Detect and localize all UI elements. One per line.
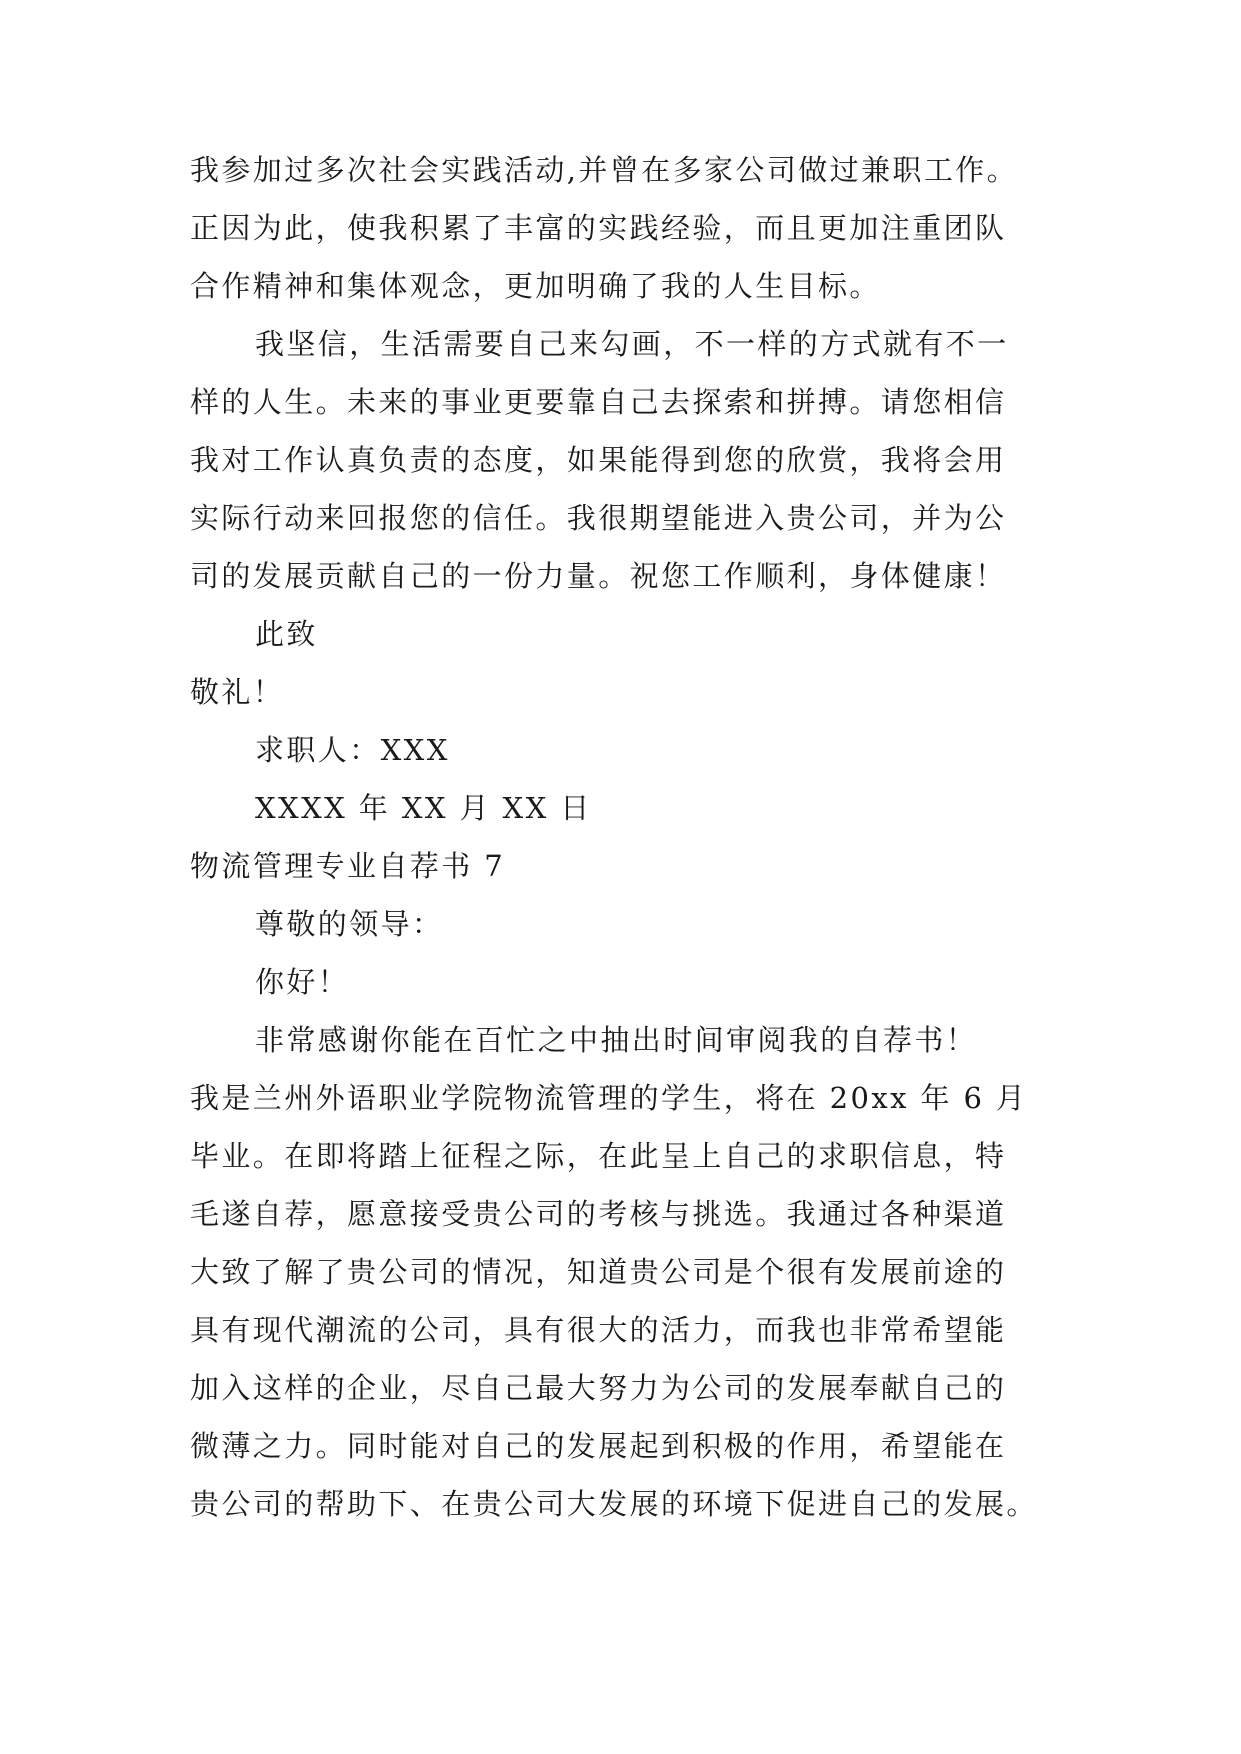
closing-regards: 敬礼！ xyxy=(190,675,285,709)
text-line: 大致了解了贵公司的情况，知道贵公司是个很有发展前途的 xyxy=(190,1255,1007,1289)
text-line: 我是兰州外语职业学院物流管理的学生，将在 20xx 年 6 月 xyxy=(190,1081,1028,1115)
paragraph-first-line: 我坚信，生活需要自己来勾画，不一样的方式就有不一 xyxy=(255,327,1009,361)
section-title: 物流管理专业自荐书 7 xyxy=(190,849,506,883)
greeting-hello: 你好！ xyxy=(255,965,350,999)
text-line: 正因为此，使我积累了丰富的实践经验，而且更加注重团队 xyxy=(190,211,1007,245)
text-line: 具有现代潮流的公司，具有很大的活力，而我也非常希望能 xyxy=(190,1313,1007,1347)
text-line: 实际行动来回报您的信任。我很期望能进入贵公司，并为公 xyxy=(190,501,1007,535)
text-line: 微薄之力。同时能对自己的发展起到积极的作用，希望能在 xyxy=(190,1429,1007,1463)
text-line: 贵公司的帮助下、在贵公司大发展的环境下促进自己的发展。 xyxy=(190,1487,1038,1521)
text-line: 我参加过多次社会实践活动,并曾在多家公司做过兼职工作。 xyxy=(190,153,1019,187)
text-line: 样的人生。未来的事业更要靠自己去探索和拼搏。请您相信 xyxy=(190,385,1007,419)
paragraph-first-line: 非常感谢你能在百忙之中抽出时间审阅我的自荐书！ xyxy=(255,1023,978,1057)
greeting: 尊敬的领导： xyxy=(255,907,444,941)
text-line: 毕业。在即将踏上征程之际，在此呈上自己的求职信息，特 xyxy=(190,1139,1007,1173)
text-line: 我对工作认真负责的态度，如果能得到您的欣赏，我将会用 xyxy=(190,443,1007,477)
applicant-signature: 求职人：XXX xyxy=(255,733,450,767)
text-line: 加入这样的企业，尽自己最大努力为公司的发展奉献自己的 xyxy=(190,1371,1007,1405)
closing-salutation: 此致 xyxy=(255,617,318,651)
text-line: 毛遂自荐，愿意接受贵公司的考核与挑选。我通过各种渠道 xyxy=(190,1197,1007,1231)
letter-date: XXXX 年 XX 月 XX 日 xyxy=(255,791,592,825)
text-line: 合作精神和集体观念，更加明确了我的人生目标。 xyxy=(190,269,881,303)
text-line: 司的发展贡献自己的一份力量。祝您工作顺利，身体健康！ xyxy=(190,559,1007,593)
